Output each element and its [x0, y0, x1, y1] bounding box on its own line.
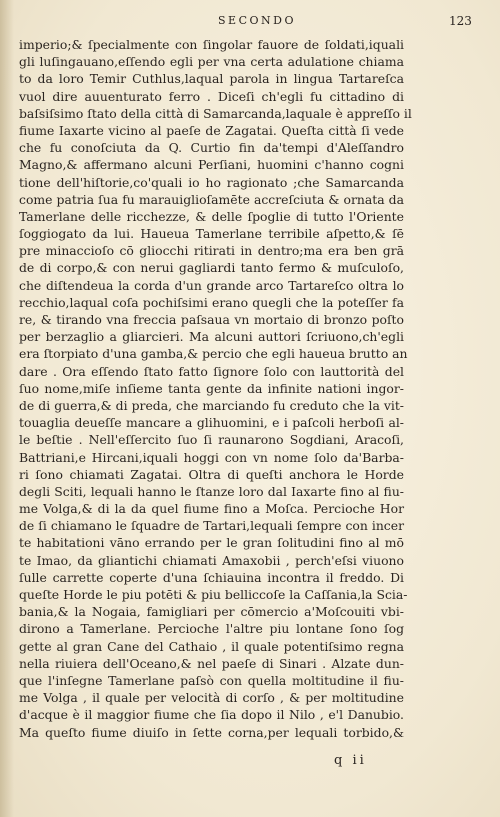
text-line: dirono a Tamerlane. Percioche l'altre piu lontane ſono ſog — [19, 621, 404, 637]
text-line: tione dell'hiſtorie,co'quali io ho ragionato ;che Samarcanda — [19, 174, 404, 190]
text-line: Tamerlane delle ricchezze, & delle ſpoglie di tutto l'Oriente — [19, 208, 404, 224]
text-line: Battriani,e Hircani,iquali hoggi con vn nome ſolo da'Barba- — [19, 449, 404, 465]
text-line: vuol dire auuenturato ferro . Diceſi ch'egli fu cittadino di — [19, 88, 404, 104]
text-line: era ſtorpiato d'una gamba,& percio che egli haueua brutto an — [19, 346, 408, 362]
text-line: per berzaglio a gliarcieri. Ma alcuni auttori ſcriuono,ch'egli — [19, 329, 404, 345]
page-number: 123 — [449, 14, 472, 28]
text-line: queſte Horde le piu potēti & piu belliccoſe la Caſſania,la Scia- — [19, 587, 408, 602]
text-line: degli Sciti, lequali hanno le ſtanze loro dal Iaxarte fino al fiu- — [19, 483, 404, 499]
text-line: che diſtendeua la corda d'un grande arco Tartareſco oltra lo — [19, 277, 404, 293]
page-header — [0, 14, 500, 38]
text-line: imperio;& ſpecialmente con ſingolar fauore de ſoldati,iquali — [19, 37, 404, 52]
body-text — [19, 36, 412, 741]
signature-mark: q ii — [334, 753, 367, 768]
text-line: d'acque è il maggior fiume che ſia dopo il Nilo , e'l Danubio. — [19, 707, 404, 723]
text-line: come patria ſua fu marauiglioſamēte accreſciuta & ornata da — [19, 191, 404, 207]
text-line: te habitationi vāno errando per le gran ſolitudini fino al mō — [19, 535, 404, 551]
text-line: que l'inſegne Tamerlane paſsò con quella moltitudine il fiu- — [19, 672, 404, 688]
text-line: re, & tirando vna freccia paſsaua vn mortaio di bronzo poſto — [19, 312, 404, 327]
text-line: de di corpo,& con nerui gagliardi tanto fermo & muſculoſo, — [19, 260, 404, 276]
text-line: touaglia deueſſe mancare a glihuomini, e i paſcoli herboſi al- — [19, 415, 404, 431]
text-line: bania,& la Nogaia, famigliari per cōmercio a'Moſcouiti vbi- — [19, 604, 404, 620]
running-head: SECONDO — [218, 14, 296, 27]
text-line: che fu conoſciuta da Q. Curtio fin da'tempi d'Aleſſandro — [19, 140, 404, 156]
text-line: nella riuiera dell'Oceano,& nel paeſe di Sinari . Alzate dun- — [19, 655, 404, 671]
text-line: ſoggiogato da lui. Haueua Tamerlane terribile aſpetto,& ſē — [19, 226, 404, 242]
text-line: le beſtie . Nell'eſſercito ſuo ſi raunarono Sogdiani, Aracoſi, — [19, 432, 404, 448]
text-line: recchio,laqual coſa pochiſsimi erano quegli che la poteſſer fa — [19, 294, 404, 310]
text-line: me Volga , il quale per velocità di corſo , & per moltitudine — [19, 690, 404, 706]
text-line: ri ſono chiamati Zagatai. Oltra di queſti anchora le Horde — [19, 466, 404, 482]
text-line: de di guerra,& di preda, che marciando fu creduto che la vit- — [19, 397, 404, 413]
text-line: ſuo nome,miſe inſieme tanta gente da infinite nationi ingor- — [19, 380, 404, 396]
text-line: gli luſingauano,eſſendo egli per vna certa adulatione chiama — [19, 54, 404, 70]
text-line: Ma queſto fiume diuiſo in ſette corna,per lequali torbido,& — [19, 724, 404, 740]
page-footer — [0, 753, 500, 773]
text-line: fiume Iaxarte vicino al paeſe de Zagatai. Queſta città ſi vede — [19, 122, 404, 138]
page-gutter-shadow — [0, 0, 14, 817]
text-line: baſsiſsimo ſtato della città di Samarcanda,laquale è appreſſo il — [19, 105, 412, 121]
text-line: to da loro Temir Cuthlus,laqual parola in lingua Tartareſca — [19, 71, 404, 87]
text-line: gette al gran Cane del Cathaio , il quale potentiſsimo regna — [19, 638, 404, 654]
text-line: ſulle carrette coperte d'una ſchiauina incontra il freddo. Di — [19, 569, 404, 585]
text-line: de ſi chiamano le ſquadre de Tartari,lequali ſempre con incer — [19, 518, 404, 534]
text-line: me Volga,& di la da quel fiume fino a Moſca. Percioche Hor — [19, 501, 404, 517]
text-line: te Imao, da gliantichi chiamati Amaxobii , perch'eſsi viuono — [19, 552, 404, 568]
text-line: pre minaccioſo cō gliocchi ritirati in dentro;ma era ben grā — [19, 243, 404, 259]
text-line: dare . Ora eſſendo ſtato fatto ſignore ſolo con lauttorità del — [19, 363, 404, 379]
text-line: Magno,& affermano alcuni Perſiani, huomini c'hanno cogni — [19, 157, 404, 173]
